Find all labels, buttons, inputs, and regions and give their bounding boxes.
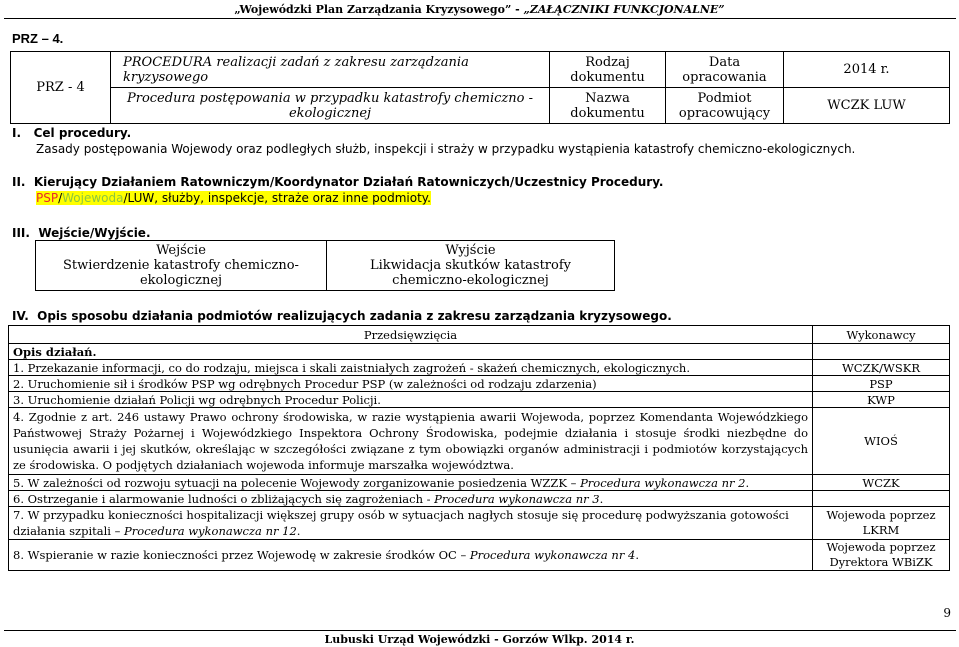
actions-subhead: Opis działań. (9, 344, 813, 360)
header-rule (4, 18, 956, 19)
col-actions: Przedsięwzięcia (9, 326, 813, 344)
date-label: Data opracowania (666, 52, 784, 88)
section-purpose: I. Cel procedury. Zasady postępowania Wojewody oraz podległych służb, inspekcji i straży w przypadku wystąpienia katastrofy chemiczno-ekologicznych. (12, 126, 947, 156)
doc-name-label: Nazwa dokumentu (550, 88, 666, 124)
footer-rule (4, 630, 956, 631)
table-row: 8. Wspieranie w razie konieczności przez Wojewodę w zakresie środków OC – Procedura wykonawcza nr 4. Wojewoda poprzez Dyrektora WBiZK (9, 540, 950, 571)
table-row: 2. Uruchomienie sił i środków PSP wg odrębnych Procedur PSP (w zależności od rodzaju zdarzenia) PSP (9, 376, 950, 392)
purpose-text: Zasady postępowania Wojewody oraz podległych służb, inspekcji i straży w przypadku wystąpienia katastrofy chemiczno-ekologicznych. (36, 142, 856, 156)
footer: Lubuski Urząd Wojewódzki - Gorzów Wlkp. 2014 r. (324, 633, 635, 646)
page-number: 9 (943, 606, 951, 620)
doc-type-label: Rodzaj dokumentu (550, 52, 666, 88)
input-cell: Wejście Stwierdzenie katastrofy chemiczno-ekologicznej (36, 241, 327, 291)
io-table (35, 240, 615, 291)
doc-id: PRZ – 4. (12, 31, 64, 46)
procedure-title: Procedura postępowania w przypadku katastrofy chemiczno - ekologicznej (111, 88, 550, 124)
meta-table (10, 51, 950, 124)
section-participants: II. Kierujący Działaniem Ratowniczym/Koordynator Działań Ratowniczych/Uczestnicy Procedury. PSP/Wojewoda/LUW, służby, inspekcje, straże oraz inne podmioty. (12, 175, 664, 205)
doc-code: PRZ - 4 (11, 52, 111, 124)
section-io-title: III. Wejście/Wyjście. (12, 226, 151, 240)
table-row: 4. Zgodnie z art. 246 ustawy Prawo ochrony środowiska, w razie wystąpienia awarii Wojewoda, poprzez Komendanta Wojewódzkiego Państwowej Straży Pożarnej i Wojewódzkiego Inspektora Ochrony Środowiska, podejmie działania i stosuje środki niezbędne do usunięcia awarii i jej skutków, określając w szczegółości związane z tym obowiązki organów administracji i podmiotów korzystających ze środowiska. O podjętych działaniach wojewoda informuje marszałka województwa. WIOŚ (9, 408, 950, 475)
col-executors: Wykonawcy (813, 326, 950, 344)
section-actions-title: IV. Opis sposobu działania podmiotów realizujących zadania z zakresu zarządzania kryzysowego. (12, 309, 672, 323)
table-row: 6. Ostrzeganie i alarmowanie ludności o zbliżających się zagrożeniach - Procedura wykonawcza nr 3. (9, 491, 950, 507)
table-row: 7. W przypadku konieczności hospitalizacji większej grupy osób w sytuacjach nagłych stosuje się procedurę podwyższania gotowości działania szpitali – Procedura wykonawcza nr 12. Wojewoda poprzez LKRM (9, 507, 950, 540)
actions-table (8, 325, 950, 571)
output-cell: Wyjście Likwidacja skutków katastrofy chemiczno-ekologicznej (327, 241, 615, 291)
author-label: Podmiot opracowujący (666, 88, 784, 124)
date-value: 2014 r. (784, 52, 950, 88)
table-row: 3. Uruchomienie działań Policji wg odrębnych Procedur Policji. KWP (9, 392, 950, 408)
procedure-type: PROCEDURA realizacji zadań z zakresu zarządzania kryzysowego (111, 52, 550, 88)
running-header: „Wojewódzki Plan Zarządzania Kryzysowego” - „ZAŁĄCZNIKI FUNKCJONALNE” (234, 3, 725, 16)
table-row: 5. W zależności od rozwoju sytuacji na polecenie Wojewody zorganizowanie posiedzenia WZZK – Procedura wykonawcza nr 2. WCZK (9, 475, 950, 491)
author-value: WCZK LUW (784, 88, 950, 124)
table-row: 1. Przekazanie informacji, co do rodzaju, miejsca i skali zaistniałych zagrożeń - skażeń chemicznych, ekologicznych. WCZK/WSKR (9, 360, 950, 376)
